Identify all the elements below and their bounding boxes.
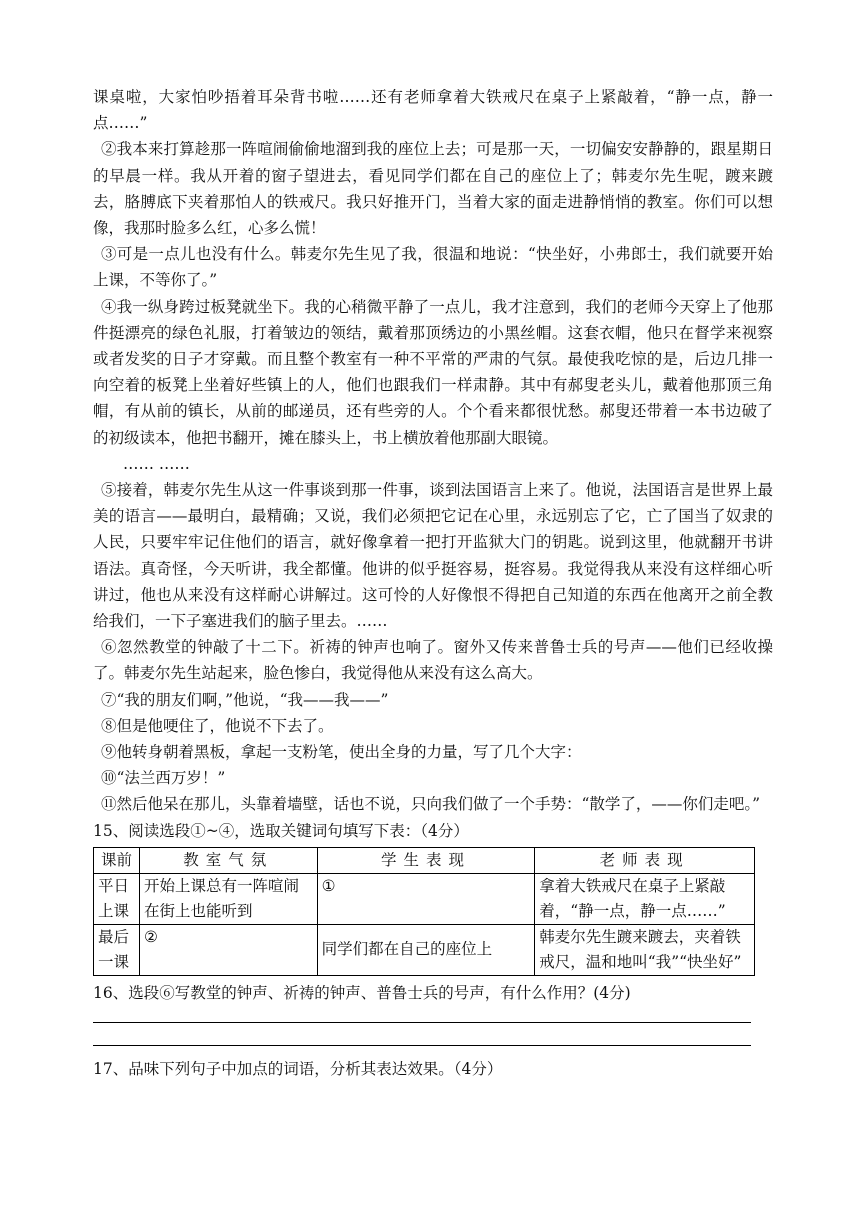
passage-paragraph-5: ⑤接着，韩麦尔先生从这一件事谈到那一件事，谈到法国语言上来了。他说，法国语言是世界上最美的语言——最明白，最精确；又说，我们必须把它记在心里，永远别忘了它，亡了国当了奴隶的人民，只要牢牢记住他们的语言，就好像拿着一把打开监狱大门的钥匙。说到这里，他就翻开书讲语法。真奇怪，今天听讲，我全都懂。他讲的似乎挺容易，挺容易。我觉得我从来没有这样细心听讲过，他也从来没有这样耐心讲解过。这可怜的人好像恨不得把自己知道的东西在他离开之前全教给我们，一下子塞进我们的脑子里去。…… xyxy=(93,481,773,631)
answer-line-1[interactable] xyxy=(93,1022,751,1023)
table-header-row xyxy=(94,847,755,873)
table-cell: 拿着大铁戒尺在桌子上紧敲着，“静一点，静一点……” xyxy=(535,873,755,924)
table-cell: 平日上课 xyxy=(94,873,140,924)
question-15: 15、阅读选段①~④，选取关键词句填写下表：（4分） xyxy=(93,821,469,840)
answer-line-2[interactable] xyxy=(93,1045,751,1046)
question-17: 17、品味下列句子中加点的词语，分析其表达效果。（4分） xyxy=(93,1059,503,1078)
passage-paragraph-9: ⑨他转身朝着黑板，拿起一支粉笔，使出全身的力量，写了几个大字： xyxy=(101,743,582,762)
passage-paragraph-1-continued: 课桌啦，大家怕吵捂着耳朵背书啦……还有老师拿着大铁戒尺在桌子上紧敲着，“静一点，静一点……” xyxy=(93,88,773,133)
answer-blank-1[interactable]: ① xyxy=(317,873,535,924)
worksheet-page xyxy=(93,84,773,1082)
passage-paragraph-3: ③可是一点儿也没有什么。韩麦尔先生见了我，很温和地说：“快坐好，小弗郎士，我们就要开始上课，不等你了。” xyxy=(93,245,773,290)
passage-ellipsis: …… …… xyxy=(123,454,190,473)
question-16: 16、选段⑥写教堂的钟声、祈祷的钟声、普鲁士兵的号声，有什么作用？(4分) xyxy=(93,983,631,1002)
table-cell: 最后一课 xyxy=(94,924,140,975)
table-row xyxy=(94,873,755,924)
table-header-cell: 课前 xyxy=(94,847,140,873)
passage-paragraph-4: ④我一纵身跨过板凳就坐下。我的心稍微平静了一点儿，我才注意到，我们的老师今天穿上了他那件挺漂亮的绿色礼服，打着皱边的领结，戴着那顶绣边的小黑丝帽。这套衣帽，他只在督学来视察或者发奖的日子才穿戴。而且整个教室有一种不平常的严肃的气氛。最使我吃惊的是，后边几排一向空着的板凳上坐着好些镇上的人，他们也跟我们一样肃静。其中有郝叟老头儿，戴着他那顶三角帽，有从前的镇长，从前的邮递员，还有些旁的人。个个看来都很忧愁。郝叟还带着一本书边破了的初级读本，他把书翻开，摊在膝头上，书上横放着他那副大眼镜。 xyxy=(93,297,773,447)
table-header-cell: 老师表现 xyxy=(535,847,755,873)
passage-paragraph-2: ②我本来打算趁那一阵喧闹偷偷地溜到我的座位上去；可是那一天，一切偏安安静静的，跟星期日的早晨一样。我从开着的窗子望进去，看见同学们都在自己的座位上了；韩麦尔先生呢，踱来踱去，胳膊底下夹着那怕人的铁戒尺。我只好推开门，当着大家的面走进静悄悄的教室。你们可以想像，我那时脸多么红，心多么慌！ xyxy=(93,140,773,238)
table-cell: 开始上课总有一阵喧闹在街上也能听到 xyxy=(139,873,317,924)
table-header-cell: 教室气氛 xyxy=(139,847,317,873)
passage-paragraph-6: ⑥忽然教堂的钟敲了十二下。祈祷的钟声也响了。窗外又传来普鲁士兵的号声——他们已经收操了。韩麦尔先生站起来，脸色惨白，我觉得他从来没有这么高大。 xyxy=(93,638,773,683)
answer-blank-2[interactable]: ② xyxy=(139,924,317,975)
passage-paragraph-7: ⑦“我的朋友们啊，”他说，“我——我——” xyxy=(101,690,389,709)
table-row xyxy=(94,924,755,975)
table-cell: 同学们都在自己的座位上 xyxy=(317,924,535,975)
table-cell: 韩麦尔先生踱来踱去，夹着铁戒尺，温和地叫“我”“快坐好” xyxy=(535,924,755,975)
answer-table xyxy=(93,847,755,976)
passage-paragraph-11: ⑪然后他呆在那儿，头靠着墙壁，话也不说，只向我们做了一个手势：“散学了，——你们走吧。” xyxy=(101,795,761,814)
passage-paragraph-10: ⑩“法兰西万岁！” xyxy=(101,769,226,788)
table-header-cell: 学生表现 xyxy=(317,847,535,873)
passage-paragraph-8: ⑧但是他哽住了，他说不下去了。 xyxy=(101,716,334,735)
